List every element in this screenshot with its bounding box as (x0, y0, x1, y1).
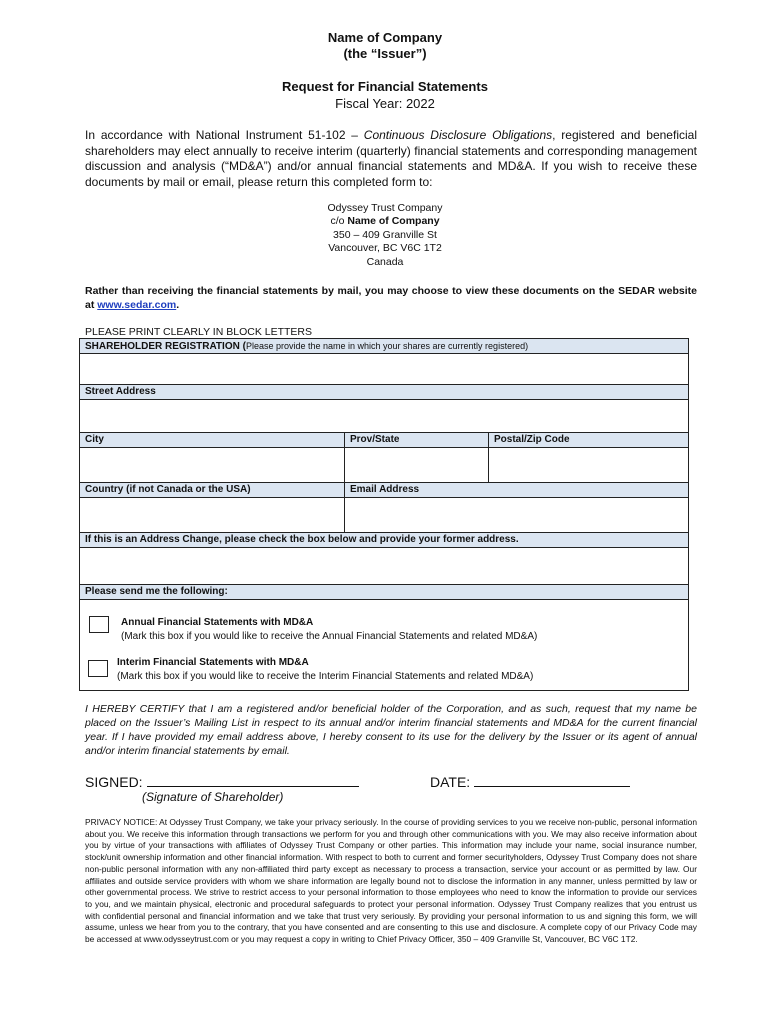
sedar-notice (85, 284, 697, 312)
intro-part2: , registered and beneficial shareholders may elect annually to receive interim (quarterly) financial statements and corresponding management discussion and analysis (“MD&A”) and/or annual financial statements and MD&A. If you wish to receive these documents by mail or email, please return this completed form to: (85, 128, 697, 189)
interim-option-desc: (Mark this box if you would like to receive the Interim Financial Statements and related MD&A) (117, 671, 534, 682)
annual-statements-checkbox[interactable] (89, 616, 109, 633)
address-change-header: If this is an Address Change, please check the box below and provide your former address. (80, 533, 688, 548)
intro-part1: In accordance with National Instrument 51-102 – (85, 128, 364, 142)
city-field[interactable] (80, 448, 345, 482)
company-name: Name of Company (327, 30, 443, 45)
request-title: Request for Financial Statements (282, 79, 488, 94)
city-label: City (80, 433, 345, 447)
privacy-notice: PRIVACY NOTICE: At Odyssey Trust Company, we take your privacy seriously. In the course of providing services to you we receive non-public, personal information about you. We receive this information through transactions we perform for you and through other communications with you. We may also receive information about you by virtue of your transactions with affiliates of Odyssey Trust Company or other parties. This information may include your name, social insurance number, stock/unit ownership information and other financial information. With respect to both to current and former securityholders, Odyssey Trust Company does not share non-public personal information with any non-affiliated third party except as necessary to process a transaction, service your account or as permitted by law. Our affiliates and outside service providers with whom we share information are legally bound not to disclose the information in any manner, unless permitted by law or other governmental process. We strive to restrict access to your personal information to those employees who need to know the information to provide our services to you, and we maintain physical, electronic and procedural safeguards to protect your personal information. Odyssey Trust Company realizes that you entrust us with confidential personal and financial information and we take that trust very seriously. By providing your personal information to us and signing this form, we will assume, unless we hear from you to the contrary, that you have consented and are consenting to this use and disclosure. A complete copy of our Privacy Code may be accessed at www.odysseytrust.com or you may request a copy in writing to Chief Privacy Officer, 350 – 409 Granville St, Vancouver, BC V6C 1T2. (85, 817, 697, 945)
return-address (0, 202, 770, 269)
address-line1: Odyssey Trust Company (327, 202, 443, 214)
shareholder-registration-header (80, 339, 688, 354)
prov-label: Prov/State (345, 433, 489, 447)
signed-label: SIGNED: (85, 774, 143, 790)
address-line4: Vancouver, BC V6C 1T2 (328, 242, 442, 255)
signature-caption: (Signature of Shareholder) (142, 790, 284, 804)
fiscal-year: Fiscal Year: 2022 (335, 96, 435, 111)
former-address-field[interactable] (80, 548, 688, 585)
country-label: Country (if not Canada or the USA) (80, 483, 345, 497)
street-address-header: Street Address (80, 385, 688, 400)
shareholder-name-field[interactable] (80, 354, 688, 385)
signature-line[interactable] (147, 772, 359, 787)
date-line[interactable] (474, 772, 630, 787)
print-note: PLEASE PRINT CLEARLY IN BLOCK LETTERS (85, 326, 312, 338)
street-address-field[interactable] (80, 400, 688, 433)
registration-form (79, 338, 689, 691)
send-following-header: Please send me the following: (80, 585, 688, 600)
address-line3: 350 – 409 Granville St (333, 228, 437, 241)
date-label: DATE: (430, 774, 471, 790)
prov-field[interactable] (345, 448, 489, 482)
country-field[interactable] (80, 498, 345, 532)
send-options (80, 600, 688, 690)
address-line2 (0, 215, 770, 228)
sedar-link[interactable]: www.sedar.com (97, 299, 177, 311)
address-co-prefix: c/o (330, 215, 348, 228)
sedar-text: Rather than receiving the financial statements by mail, you may choose to view these documents on the SEDAR website at (85, 285, 697, 311)
postal-field[interactable] (489, 448, 688, 482)
address-line5: Canada (366, 255, 404, 268)
shareholder-label: SHAREHOLDER REGISTRATION ( (85, 341, 246, 352)
email-field[interactable] (345, 498, 688, 532)
company-heading (0, 30, 770, 62)
intro-paragraph (85, 128, 697, 190)
country-row-fields (80, 498, 688, 533)
annual-option-desc: (Mark this box if you would like to receive the Annual Financial Statements and related MD&A) (121, 631, 538, 642)
sedar-period: . (176, 299, 180, 311)
country-row-header (80, 483, 688, 498)
city-row-fields (80, 448, 688, 483)
interim-statements-checkbox[interactable] (88, 660, 108, 677)
email-label: Email Address (345, 483, 688, 497)
annual-option-title: Annual Financial Statements with MD&A (121, 617, 314, 628)
signed-row (85, 772, 359, 790)
postal-label: Postal/Zip Code (489, 433, 688, 447)
date-row (430, 772, 630, 790)
address-company: Name of Company (347, 215, 440, 228)
instrument-title: Continuous Disclosure Obligations (363, 128, 553, 142)
issuer-label: (the “Issuer”) (343, 46, 427, 61)
certification-text: I HEREBY CERTIFY that I am a registered and/or beneficial holder of the Corporation, and as such, request that my name be placed on the Issuer’s Mailing List in respect to its annual and/or interim financial statements and MD&A for the current financial year. If I have provided my email address above, I hereby consent to its use for the delivery by the Issuer or its agent of annual and/or interim financial statements by email. (85, 703, 697, 757)
shareholder-hint: Please provide the name in which your shares are currently registered) (245, 341, 529, 351)
interim-option-title: Interim Financial Statements with MD&A (117, 657, 309, 668)
city-row-header (80, 433, 688, 448)
